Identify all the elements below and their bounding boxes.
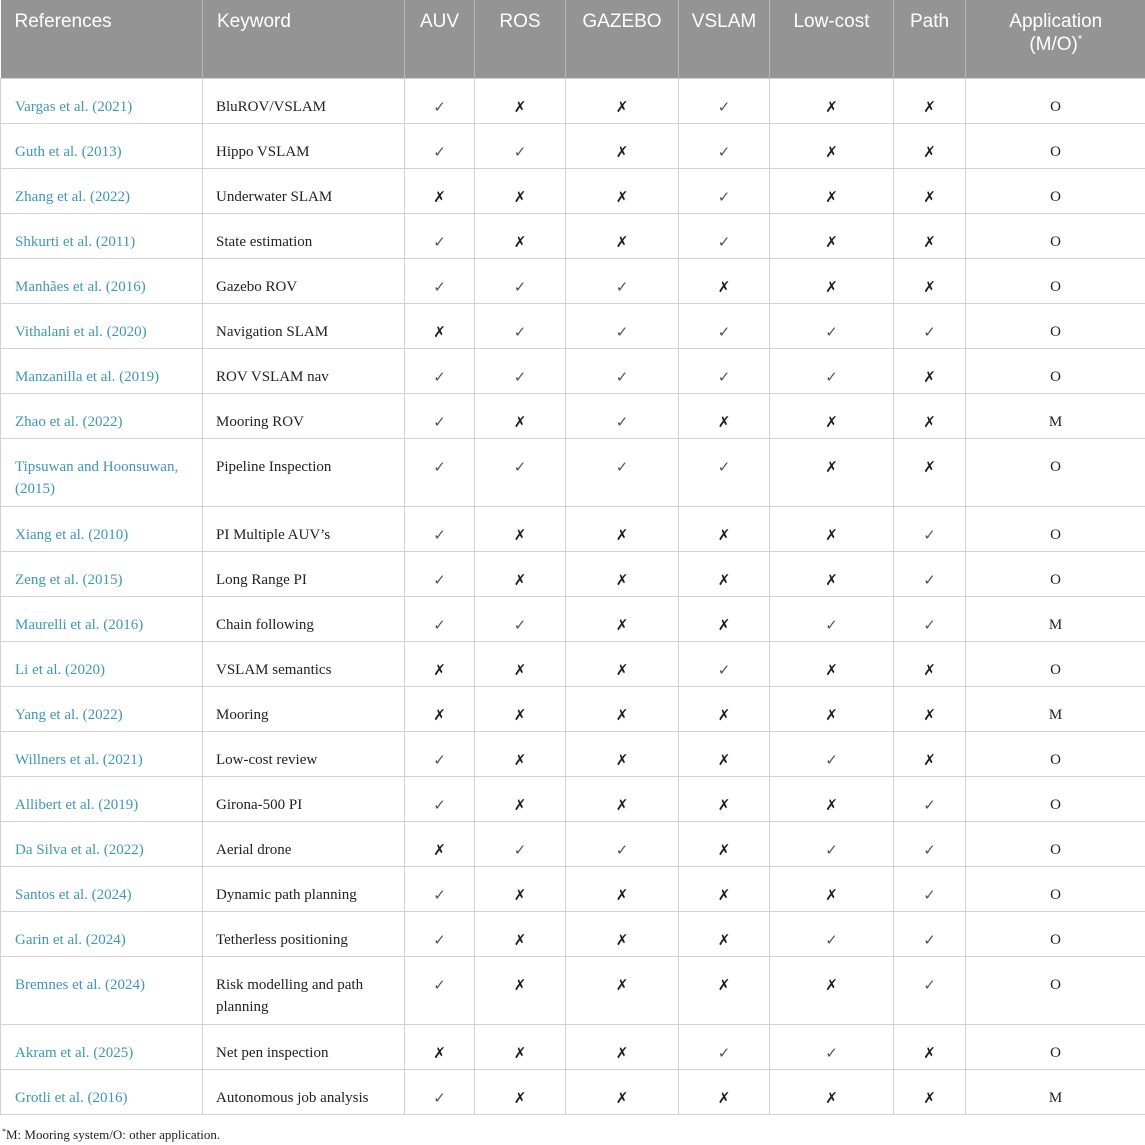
- path-cross-icon: ✗: [894, 687, 966, 732]
- ros-cross-icon: ✗: [475, 79, 566, 124]
- ros-cross-icon: ✗: [475, 169, 566, 214]
- keyword-cell: BluROV/VSLAM: [203, 79, 405, 124]
- auv-cross-icon: ✗: [405, 1025, 475, 1070]
- keyword-cell: Mooring: [203, 687, 405, 732]
- application-cell: O: [966, 867, 1145, 912]
- auv-check-icon: ✓: [405, 349, 475, 394]
- table-row: [1, 912, 1145, 957]
- reference-link[interactable]: Santos et al. (2024): [1, 867, 203, 912]
- vslam-cross-icon: ✗: [679, 732, 770, 777]
- reference-link[interactable]: Yang et al. (2022): [1, 687, 203, 732]
- reference-link[interactable]: Xiang et al. (2010): [1, 507, 203, 552]
- application-cell: O: [966, 349, 1145, 394]
- auv-check-icon: ✓: [405, 867, 475, 912]
- gazebo-cross-icon: ✗: [566, 507, 679, 552]
- keyword-cell: Aerial drone: [203, 822, 405, 867]
- low-cost-check-icon: ✓: [770, 822, 894, 867]
- low-cost-cross-icon: ✗: [770, 439, 894, 507]
- auv-check-icon: ✓: [405, 259, 475, 304]
- gazebo-check-icon: ✓: [566, 304, 679, 349]
- table-row: [1, 259, 1145, 304]
- gazebo-cross-icon: ✗: [566, 1025, 679, 1070]
- low-cost-cross-icon: ✗: [770, 169, 894, 214]
- path-cross-icon: ✗: [894, 214, 966, 259]
- table-row: [1, 214, 1145, 259]
- path-check-icon: ✓: [894, 304, 966, 349]
- low-cost-check-icon: ✓: [770, 349, 894, 394]
- ros-cross-icon: ✗: [475, 732, 566, 777]
- low-cost-cross-icon: ✗: [770, 777, 894, 822]
- low-cost-cross-icon: ✗: [770, 394, 894, 439]
- vslam-cross-icon: ✗: [679, 822, 770, 867]
- gazebo-cross-icon: ✗: [566, 1070, 679, 1115]
- gazebo-cross-icon: ✗: [566, 124, 679, 169]
- table-row: [1, 822, 1145, 867]
- reference-link[interactable]: Grotli et al. (2016): [1, 1070, 203, 1115]
- auv-check-icon: ✓: [405, 124, 475, 169]
- application-cell: O: [966, 304, 1145, 349]
- col-keyword: Keyword: [203, 0, 405, 79]
- low-cost-cross-icon: ✗: [770, 867, 894, 912]
- keyword-cell: State estimation: [203, 214, 405, 259]
- reference-link[interactable]: Allibert et al. (2019): [1, 777, 203, 822]
- auv-check-icon: ✓: [405, 1070, 475, 1115]
- col-references: References: [1, 0, 203, 79]
- path-cross-icon: ✗: [894, 1070, 966, 1115]
- table-row: [1, 597, 1145, 642]
- reference-link[interactable]: Da Silva et al. (2022): [1, 822, 203, 867]
- ros-cross-icon: ✗: [475, 957, 566, 1025]
- table-row: [1, 777, 1145, 822]
- vslam-check-icon: ✓: [679, 439, 770, 507]
- low-cost-cross-icon: ✗: [770, 957, 894, 1025]
- application-cell: O: [966, 732, 1145, 777]
- table-row: [1, 394, 1145, 439]
- application-cell: O: [966, 259, 1145, 304]
- gazebo-cross-icon: ✗: [566, 957, 679, 1025]
- table-row: [1, 439, 1145, 507]
- keyword-cell: Chain following: [203, 597, 405, 642]
- path-cross-icon: ✗: [894, 349, 966, 394]
- application-cell: O: [966, 214, 1145, 259]
- path-cross-icon: ✗: [894, 259, 966, 304]
- col-auv: AUV: [405, 0, 475, 79]
- low-cost-cross-icon: ✗: [770, 1070, 894, 1115]
- vslam-check-icon: ✓: [679, 79, 770, 124]
- ros-cross-icon: ✗: [475, 394, 566, 439]
- keyword-cell: VSLAM semantics: [203, 642, 405, 687]
- footnote-text: M: Mooring system/O: other application.: [6, 1127, 221, 1142]
- col-ros: ROS: [475, 0, 566, 79]
- keyword-cell: Pipeline Inspection: [203, 439, 405, 507]
- col-application: Application (M/O)*: [966, 0, 1145, 79]
- auv-cross-icon: ✗: [405, 169, 475, 214]
- keyword-cell: Underwater SLAM: [203, 169, 405, 214]
- reference-link[interactable]: Shkurti et al. (2011): [1, 214, 203, 259]
- auv-check-icon: ✓: [405, 732, 475, 777]
- table-row: [1, 552, 1145, 597]
- application-cell: O: [966, 1025, 1145, 1070]
- col-path: Path: [894, 0, 966, 79]
- col-vslam: VSLAM: [679, 0, 770, 79]
- path-cross-icon: ✗: [894, 439, 966, 507]
- header-row: [1, 0, 1145, 79]
- ros-check-icon: ✓: [475, 439, 566, 507]
- keyword-cell: Tetherless positioning: [203, 912, 405, 957]
- low-cost-cross-icon: ✗: [770, 79, 894, 124]
- vslam-check-icon: ✓: [679, 304, 770, 349]
- low-cost-cross-icon: ✗: [770, 552, 894, 597]
- low-cost-cross-icon: ✗: [770, 507, 894, 552]
- vslam-cross-icon: ✗: [679, 597, 770, 642]
- reference-link[interactable]: Zhao et al. (2022): [1, 394, 203, 439]
- ros-cross-icon: ✗: [475, 214, 566, 259]
- low-cost-cross-icon: ✗: [770, 642, 894, 687]
- vslam-cross-icon: ✗: [679, 867, 770, 912]
- vslam-check-icon: ✓: [679, 1025, 770, 1070]
- ros-cross-icon: ✗: [475, 1070, 566, 1115]
- ros-check-icon: ✓: [475, 304, 566, 349]
- ros-cross-icon: ✗: [475, 867, 566, 912]
- path-check-icon: ✓: [894, 552, 966, 597]
- path-cross-icon: ✗: [894, 79, 966, 124]
- path-check-icon: ✓: [894, 912, 966, 957]
- vslam-check-icon: ✓: [679, 349, 770, 394]
- table-row: [1, 124, 1145, 169]
- path-cross-icon: ✗: [894, 124, 966, 169]
- ros-cross-icon: ✗: [475, 777, 566, 822]
- application-cell: O: [966, 439, 1145, 507]
- reference-link[interactable]: Akram et al. (2025): [1, 1025, 203, 1070]
- ros-cross-icon: ✗: [475, 642, 566, 687]
- reference-link[interactable]: Vithalani et al. (2020): [1, 304, 203, 349]
- low-cost-cross-icon: ✗: [770, 124, 894, 169]
- application-cell: M: [966, 597, 1145, 642]
- vslam-check-icon: ✓: [679, 169, 770, 214]
- application-cell: M: [966, 394, 1145, 439]
- low-cost-check-icon: ✓: [770, 732, 894, 777]
- table-row: [1, 169, 1145, 214]
- vslam-cross-icon: ✗: [679, 394, 770, 439]
- ros-cross-icon: ✗: [475, 552, 566, 597]
- ros-check-icon: ✓: [475, 349, 566, 394]
- table-row: [1, 1025, 1145, 1070]
- table-row: [1, 304, 1145, 349]
- application-cell: O: [966, 507, 1145, 552]
- ros-cross-icon: ✗: [475, 1025, 566, 1070]
- gazebo-cross-icon: ✗: [566, 867, 679, 912]
- vslam-cross-icon: ✗: [679, 777, 770, 822]
- keyword-cell: Gazebo ROV: [203, 259, 405, 304]
- table-row: [1, 1070, 1145, 1115]
- keyword-cell: Risk modelling and path planning: [203, 957, 405, 1025]
- gazebo-cross-icon: ✗: [566, 552, 679, 597]
- auv-check-icon: ✓: [405, 439, 475, 507]
- col-low-cost: Low-cost: [770, 0, 894, 79]
- reference-link[interactable]: Zeng et al. (2015): [1, 552, 203, 597]
- application-cell: O: [966, 912, 1145, 957]
- auv-check-icon: ✓: [405, 507, 475, 552]
- reference-link[interactable]: Zhang et al. (2022): [1, 169, 203, 214]
- gazebo-cross-icon: ✗: [566, 79, 679, 124]
- low-cost-cross-icon: ✗: [770, 259, 894, 304]
- gazebo-cross-icon: ✗: [566, 912, 679, 957]
- table-row: [1, 507, 1145, 552]
- path-cross-icon: ✗: [894, 642, 966, 687]
- ros-cross-icon: ✗: [475, 687, 566, 732]
- auv-cross-icon: ✗: [405, 642, 475, 687]
- path-cross-icon: ✗: [894, 1025, 966, 1070]
- ros-check-icon: ✓: [475, 597, 566, 642]
- application-cell: O: [966, 169, 1145, 214]
- path-check-icon: ✓: [894, 507, 966, 552]
- reference-link[interactable]: Bremnes et al. (2024): [1, 957, 203, 1025]
- keyword-cell: Long Range PI: [203, 552, 405, 597]
- gazebo-cross-icon: ✗: [566, 732, 679, 777]
- gazebo-cross-icon: ✗: [566, 777, 679, 822]
- gazebo-check-icon: ✓: [566, 439, 679, 507]
- path-check-icon: ✓: [894, 867, 966, 912]
- gazebo-check-icon: ✓: [566, 822, 679, 867]
- auv-check-icon: ✓: [405, 214, 475, 259]
- path-cross-icon: ✗: [894, 394, 966, 439]
- path-check-icon: ✓: [894, 822, 966, 867]
- path-check-icon: ✓: [894, 597, 966, 642]
- auv-check-icon: ✓: [405, 957, 475, 1025]
- reference-link[interactable]: Maurelli et al. (2016): [1, 597, 203, 642]
- reference-link[interactable]: Willners et al. (2021): [1, 732, 203, 777]
- application-cell: O: [966, 642, 1145, 687]
- application-cell: O: [966, 957, 1145, 1025]
- keyword-cell: ROV VSLAM nav: [203, 349, 405, 394]
- auv-check-icon: ✓: [405, 912, 475, 957]
- reference-link[interactable]: Li et al. (2020): [1, 642, 203, 687]
- reference-link[interactable]: Vargas et al. (2021): [1, 79, 203, 124]
- application-cell: O: [966, 79, 1145, 124]
- vslam-check-icon: ✓: [679, 642, 770, 687]
- col-gazebo: GAZEBO: [566, 0, 679, 79]
- vslam-cross-icon: ✗: [679, 552, 770, 597]
- gazebo-check-icon: ✓: [566, 349, 679, 394]
- auv-cross-icon: ✗: [405, 304, 475, 349]
- table-row: [1, 79, 1145, 124]
- vslam-cross-icon: ✗: [679, 912, 770, 957]
- auv-check-icon: ✓: [405, 552, 475, 597]
- footnote-marker: *: [2, 1127, 6, 1136]
- low-cost-cross-icon: ✗: [770, 687, 894, 732]
- gazebo-cross-icon: ✗: [566, 214, 679, 259]
- low-cost-cross-icon: ✗: [770, 214, 894, 259]
- reference-link[interactable]: Tipsuwan and Hoonsuwan, (2015): [1, 439, 203, 507]
- vslam-cross-icon: ✗: [679, 1070, 770, 1115]
- ros-check-icon: ✓: [475, 259, 566, 304]
- auv-check-icon: ✓: [405, 394, 475, 439]
- gazebo-check-icon: ✓: [566, 394, 679, 439]
- table-row: [1, 349, 1145, 394]
- table-row: [1, 732, 1145, 777]
- low-cost-check-icon: ✓: [770, 597, 894, 642]
- gazebo-cross-icon: ✗: [566, 597, 679, 642]
- application-cell: O: [966, 777, 1145, 822]
- path-cross-icon: ✗: [894, 732, 966, 777]
- keyword-cell: Navigation SLAM: [203, 304, 405, 349]
- ros-cross-icon: ✗: [475, 507, 566, 552]
- auv-cross-icon: ✗: [405, 822, 475, 867]
- application-cell: O: [966, 124, 1145, 169]
- path-check-icon: ✓: [894, 777, 966, 822]
- vslam-check-icon: ✓: [679, 124, 770, 169]
- reference-link[interactable]: Manhães et al. (2016): [1, 259, 203, 304]
- gazebo-cross-icon: ✗: [566, 642, 679, 687]
- vslam-cross-icon: ✗: [679, 507, 770, 552]
- keyword-cell: Hippo VSLAM: [203, 124, 405, 169]
- auv-check-icon: ✓: [405, 777, 475, 822]
- keyword-cell: PI Multiple AUV’s: [203, 507, 405, 552]
- keyword-cell: Autonomous job analysis: [203, 1070, 405, 1115]
- path-check-icon: ✓: [894, 957, 966, 1025]
- keyword-cell: Low-cost review: [203, 732, 405, 777]
- table-row: [1, 957, 1145, 1025]
- application-cell: O: [966, 822, 1145, 867]
- low-cost-check-icon: ✓: [770, 1025, 894, 1070]
- table-row: [1, 642, 1145, 687]
- gazebo-check-icon: ✓: [566, 259, 679, 304]
- table-row: [1, 867, 1145, 912]
- application-cell: M: [966, 687, 1145, 732]
- path-cross-icon: ✗: [894, 169, 966, 214]
- low-cost-check-icon: ✓: [770, 304, 894, 349]
- keyword-cell: Dynamic path planning: [203, 867, 405, 912]
- vslam-cross-icon: ✗: [679, 259, 770, 304]
- table-row: [1, 687, 1145, 732]
- auv-check-icon: ✓: [405, 597, 475, 642]
- gazebo-cross-icon: ✗: [566, 687, 679, 732]
- vslam-cross-icon: ✗: [679, 957, 770, 1025]
- keyword-cell: Mooring ROV: [203, 394, 405, 439]
- reference-link[interactable]: Guth et al. (2013): [1, 124, 203, 169]
- keyword-cell: Girona-500 PI: [203, 777, 405, 822]
- application-cell: M: [966, 1070, 1145, 1115]
- reference-link[interactable]: Manzanilla et al. (2019): [1, 349, 203, 394]
- gazebo-cross-icon: ✗: [566, 169, 679, 214]
- table-footnote: [2, 1127, 220, 1143]
- ros-cross-icon: ✗: [475, 912, 566, 957]
- vslam-check-icon: ✓: [679, 214, 770, 259]
- vslam-cross-icon: ✗: [679, 687, 770, 732]
- ros-check-icon: ✓: [475, 822, 566, 867]
- table-body: [1, 79, 1145, 1115]
- keyword-cell: Net pen inspection: [203, 1025, 405, 1070]
- ros-check-icon: ✓: [475, 124, 566, 169]
- auv-check-icon: ✓: [405, 79, 475, 124]
- auv-cross-icon: ✗: [405, 687, 475, 732]
- low-cost-check-icon: ✓: [770, 912, 894, 957]
- application-cell: O: [966, 552, 1145, 597]
- reference-link[interactable]: Garin et al. (2024): [1, 912, 203, 957]
